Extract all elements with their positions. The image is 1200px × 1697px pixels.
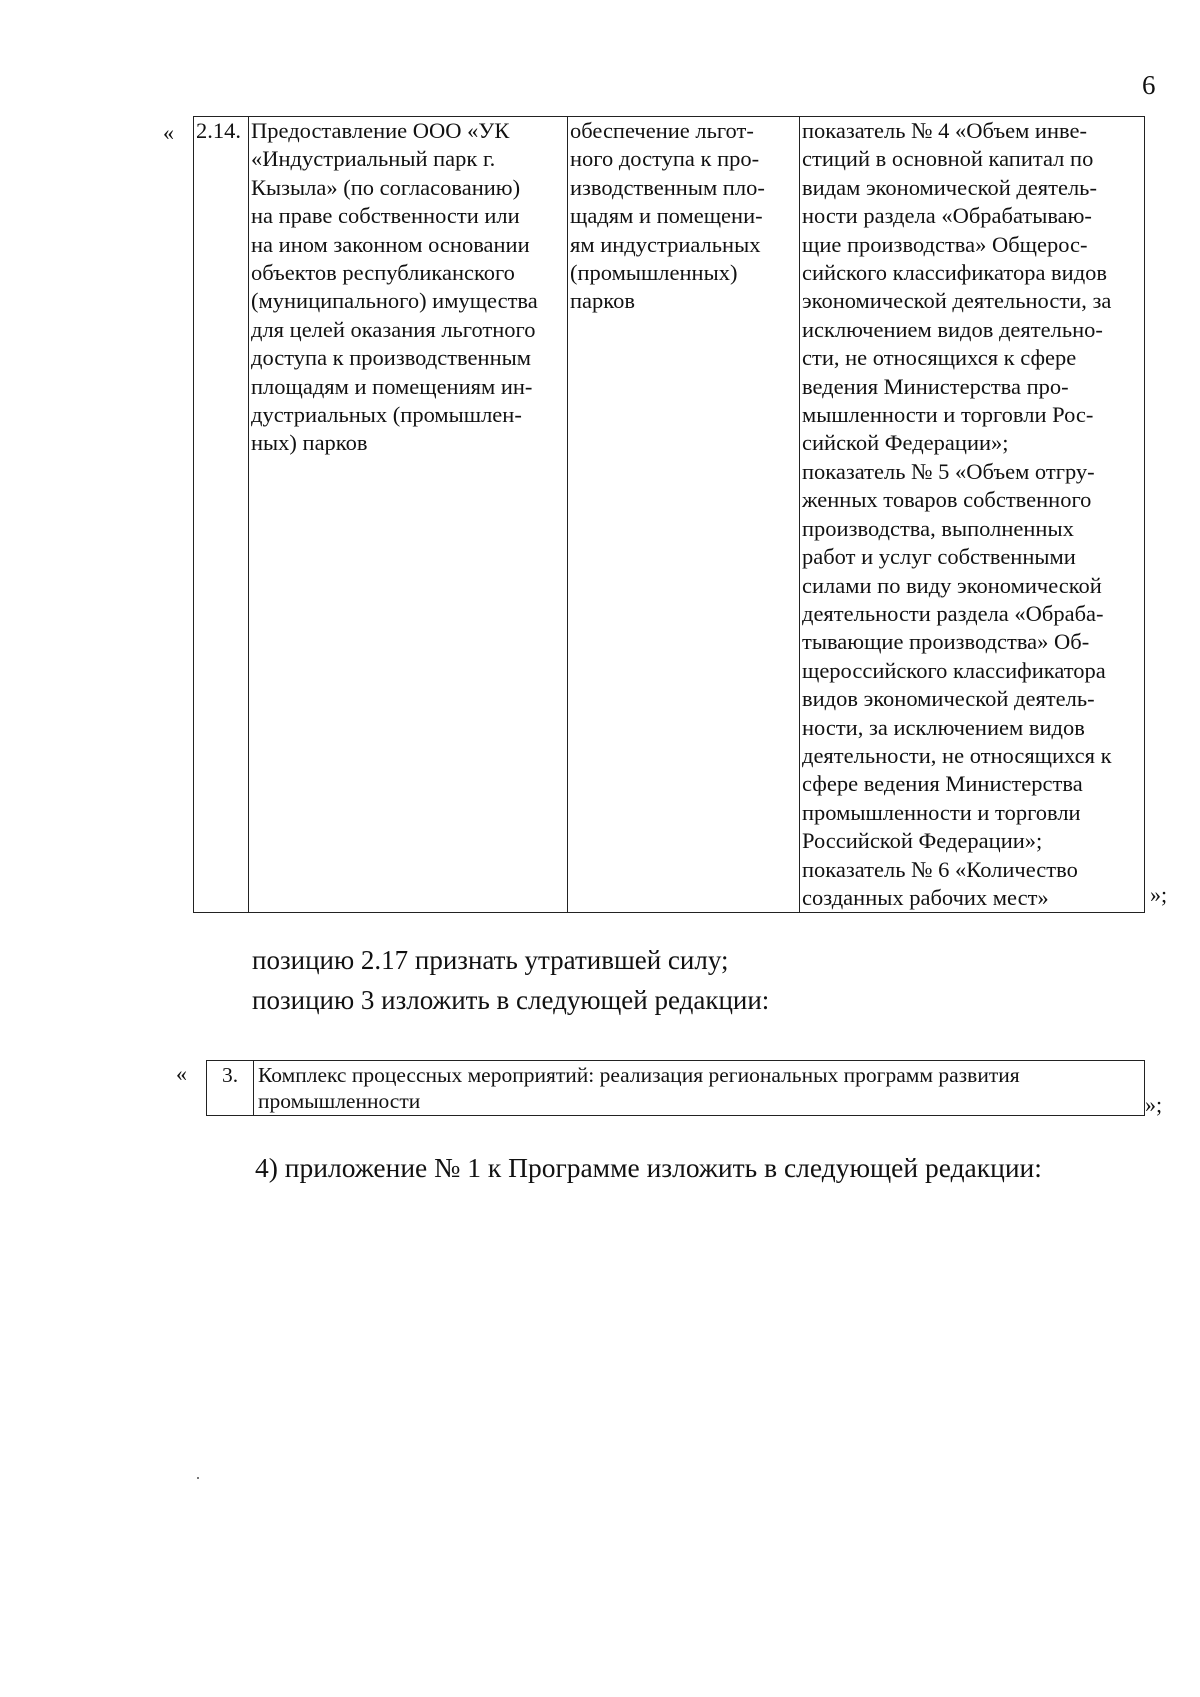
indicator-line: показатель № 4 «Объем инве-: [802, 118, 1087, 143]
indicator-line: силами по виду экономической: [802, 572, 1102, 598]
indicator-line: мышленности и торговли Рос-: [802, 402, 1094, 428]
indicator-line: работ и услуг собственными: [802, 544, 1076, 570]
indicator-line: тывающие производства» Об-: [802, 629, 1090, 655]
goal-line: обеспечение льгот-: [570, 118, 754, 143]
sub-row-text: Комплекс процессных мероприятий: реализация региональных программ развития промышленности: [258, 1063, 1020, 1113]
indicator-line: промышленности и торговли: [802, 799, 1081, 825]
measure-name-line: (муниципального) имущества: [251, 288, 538, 314]
goal-line: изводственным пло-: [570, 174, 765, 200]
indicator-line: показатель № 6 «Количество: [802, 856, 1078, 882]
sub-row-text-cell: [254, 1061, 1145, 1116]
goal-cell: [568, 117, 800, 913]
sub-row-number-cell: [207, 1061, 254, 1116]
indicator-line: деятельности раздела «Обраба-: [802, 600, 1104, 626]
indicator-line: сти, не относящихся к сфере: [802, 345, 1077, 371]
indicator-line: сийского классификатора видов: [802, 260, 1108, 286]
measure-name-line: для целей оказания льготного: [251, 316, 536, 342]
measure-name-line: площадям и помещениям ин-: [251, 373, 533, 399]
position-3-table: [206, 1060, 1145, 1116]
indicator-line: ведения Министерства про-: [802, 373, 1069, 399]
indicator-line: ности, за исключением видов: [802, 714, 1085, 740]
row-number: 2.14.: [196, 118, 241, 143]
opening-quote: «: [163, 120, 174, 145]
closing-quote-sub: »;: [1145, 1092, 1163, 1117]
goal-line: (промышленных): [570, 260, 738, 286]
paragraph-position-3: позицию 3 изложить в следующей редакции:: [252, 985, 770, 1015]
indicator-line: щие производства» Общерос-: [802, 231, 1088, 257]
measure-name-line: на ином законном основании: [251, 231, 530, 257]
measure-name-line: объектов республиканского: [251, 260, 515, 286]
scan-speck: [197, 1477, 199, 1479]
page-number: 6: [1142, 70, 1156, 100]
row-number-cell: [194, 117, 249, 913]
measure-name-line: на праве собственности или: [251, 203, 520, 229]
goal-line: щадям и помещени-: [570, 203, 763, 229]
goal-line: ного доступа к про-: [570, 146, 760, 172]
indicator-line: производства, выполненных: [802, 515, 1074, 541]
indicator-line: женных товаров собственного: [802, 487, 1092, 513]
measure-name-line: дустриальных (промышлен-: [251, 402, 522, 428]
indicator-line: видов экономической деятель-: [802, 686, 1095, 712]
indicator-line: стиций в основной капитал по: [802, 146, 1094, 172]
table-row: [207, 1061, 1145, 1116]
paragraph-appendix-1: 4) приложение № 1 к Программе изложить в следующей редакции:: [255, 1152, 1042, 1183]
indicator-line: сийской Федерации»;: [802, 430, 1009, 456]
opening-quote-sub: «: [176, 1061, 187, 1086]
indicator-line: деятельности, не относящихся к: [802, 742, 1112, 768]
goal-line: парков: [570, 288, 635, 314]
sub-row-number: 3.: [221, 1063, 239, 1087]
measure-name-cell: [249, 117, 568, 913]
goal-line: ям индустриальных: [570, 231, 761, 257]
indicator-line: сфере ведения Министерства: [802, 771, 1083, 797]
measure-name-line: Кызыла» (по согласованию): [251, 174, 521, 200]
indicator-line: Российской Федерации»;: [802, 828, 1043, 854]
indicator-line: ности раздела «Обрабатываю-: [802, 203, 1092, 229]
indicator-line: щероссийского классификатора: [802, 657, 1106, 683]
program-table: [193, 116, 1145, 913]
indicator-line: экономической деятельности, за: [802, 288, 1112, 314]
indicator-line: исключением видов деятельно-: [802, 316, 1103, 342]
indicator-line: показатель № 5 «Объем отгру-: [802, 458, 1095, 484]
table-row: [194, 117, 1145, 913]
paragraph-position-2-17: позицию 2.17 признать утратившей силу;: [252, 945, 729, 975]
measure-name-line: доступа к производственным: [251, 345, 531, 371]
measure-name-line: ных) парков: [251, 430, 368, 456]
measure-name-line: «Индустриальный парк г.: [251, 146, 496, 172]
measure-name-line: Предоставление ООО «УК: [251, 118, 510, 143]
indicator-line: созданных рабочих мест»: [802, 884, 1049, 910]
closing-quote: »;: [1150, 882, 1168, 907]
indicator-line: видам экономической деятель-: [802, 174, 1097, 200]
indicators-cell: [800, 117, 1145, 913]
